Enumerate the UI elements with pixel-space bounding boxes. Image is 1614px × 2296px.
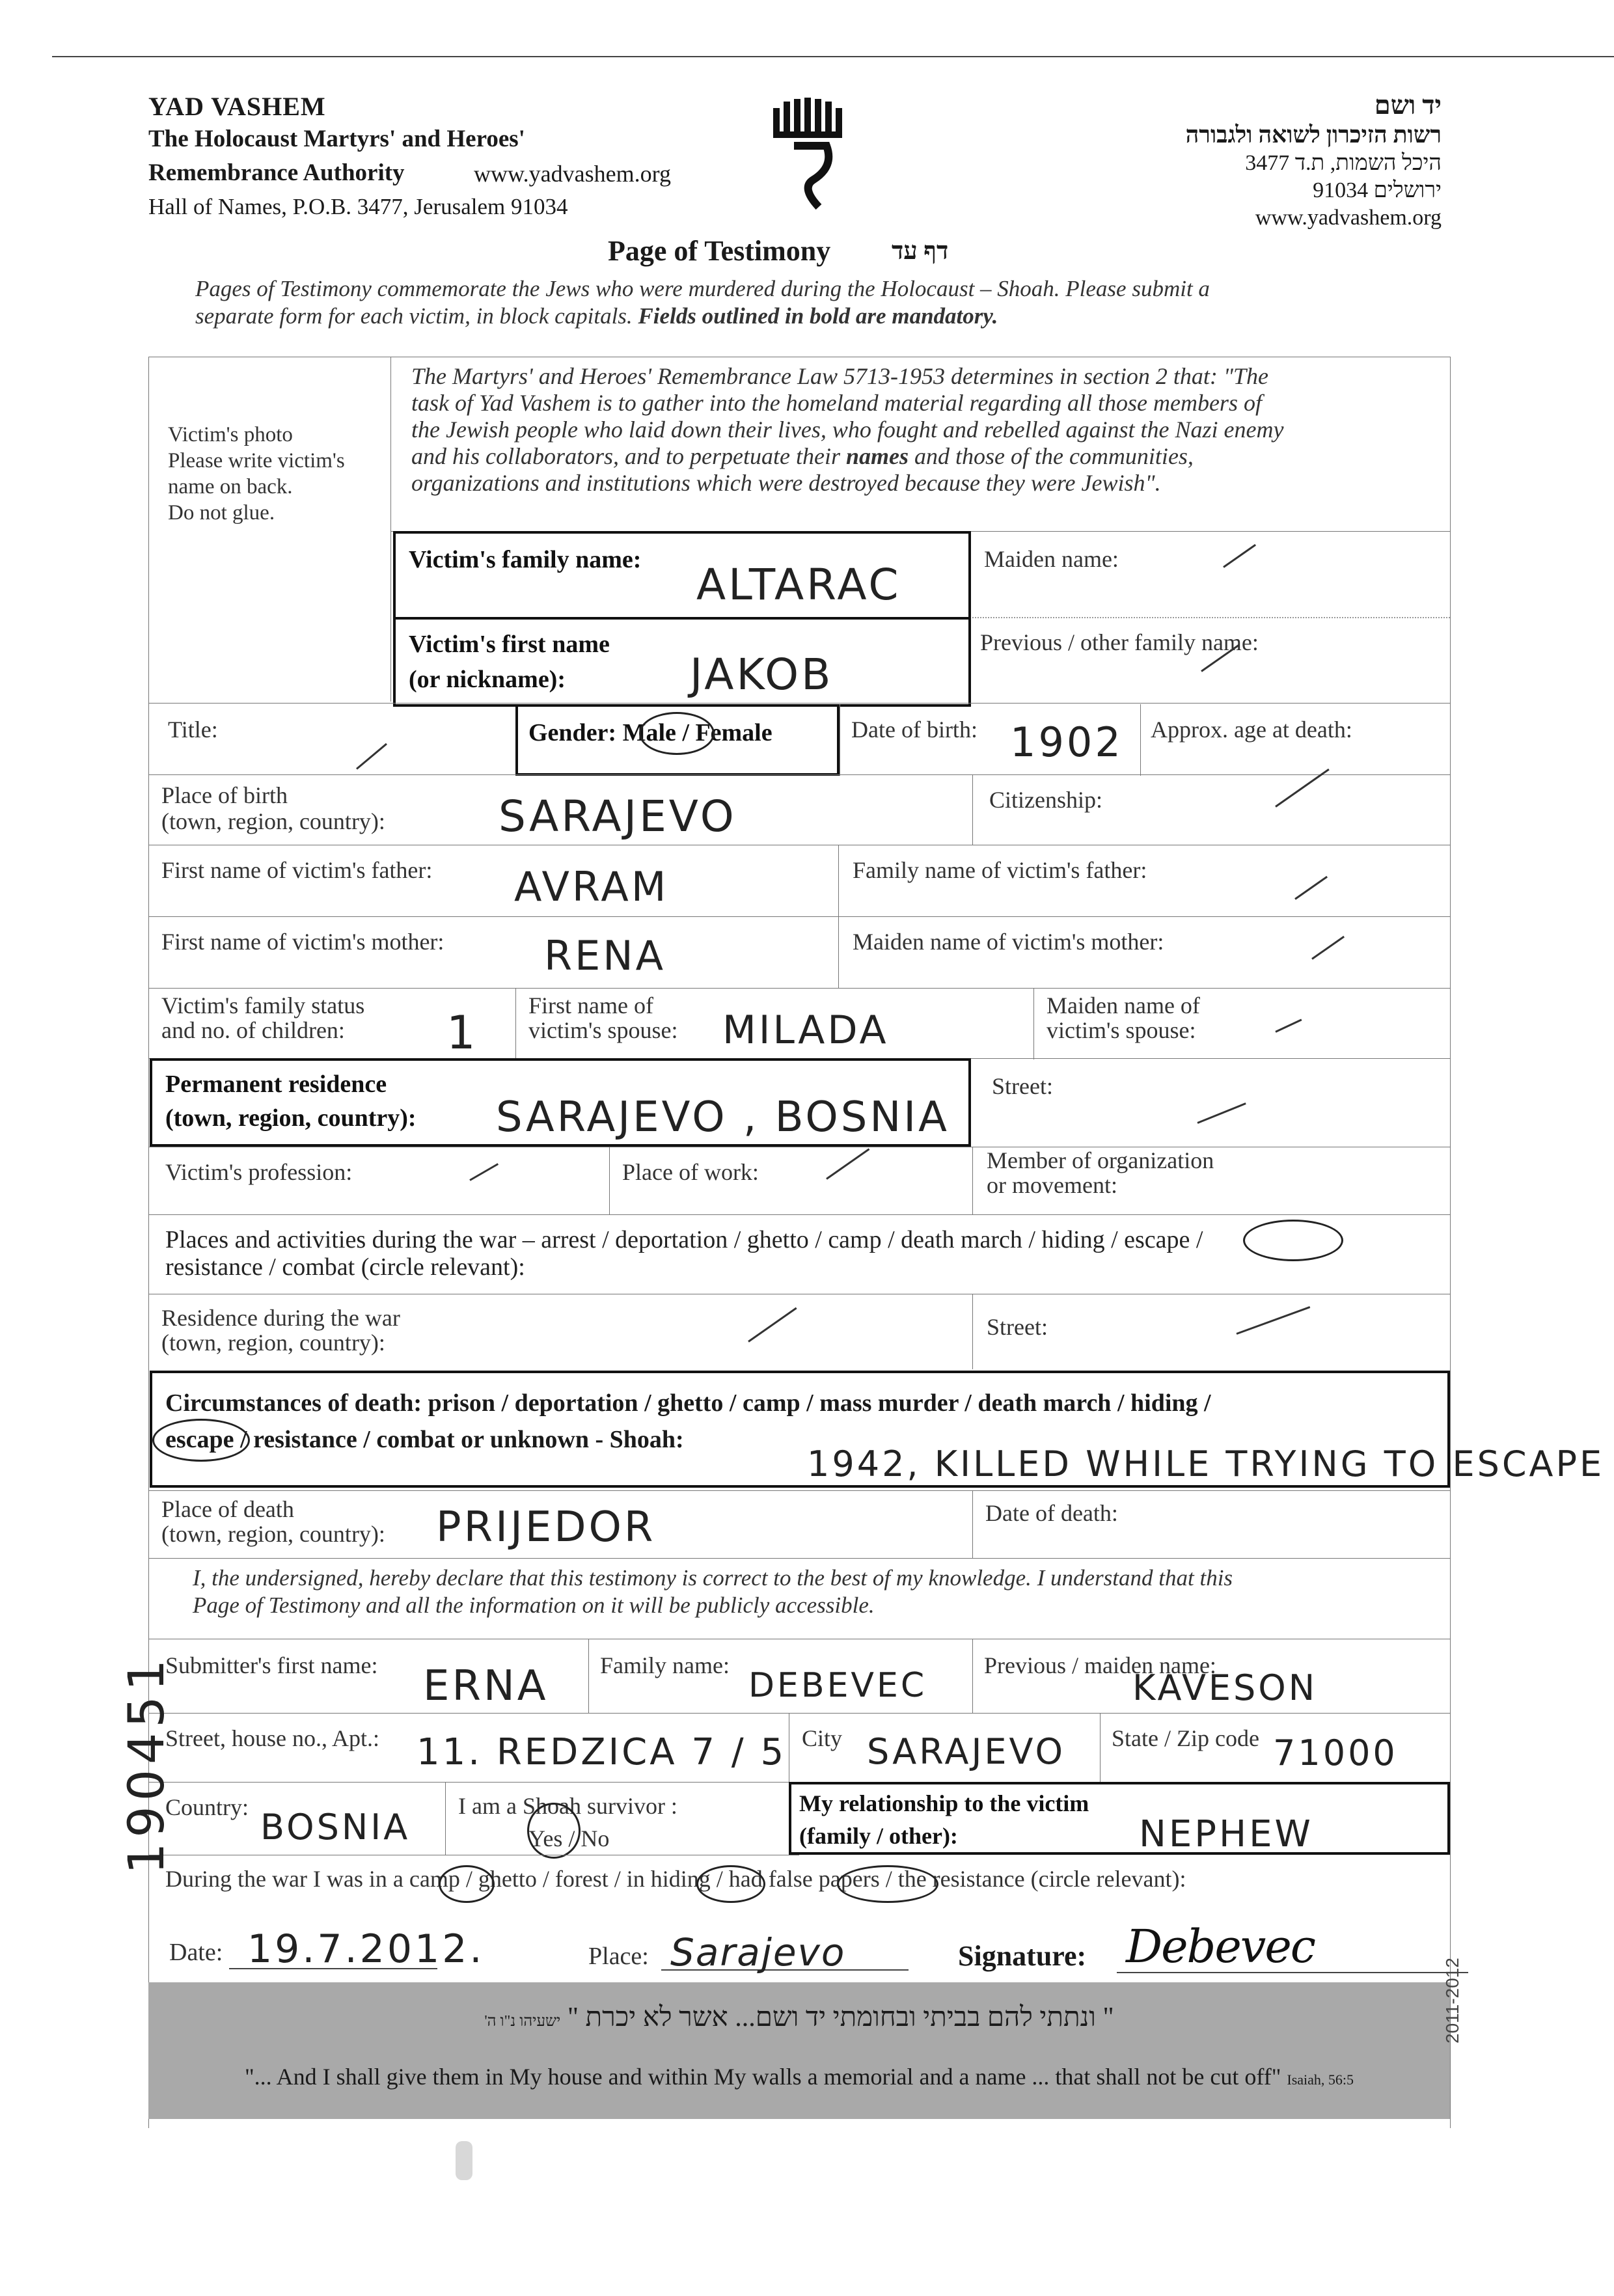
edition-label: 2011-2012 [1442,1958,1462,2043]
circumstances-field[interactable]: Circumstances of death: prison / deportation / ghetto / camp / mass murder / death march / hiding / escape / resistance / combat or unknown - Shoah: [165,1389,1211,1453]
org-name: YAD VASHEM [148,92,326,121]
city-value[interactable]: SARAJEVO [867,1731,1066,1772]
heb-line1: רשות הזיכרון לשואה ולגבורה [1185,122,1442,148]
city-label: City [802,1725,843,1751]
survivor-options[interactable]: Yes / No [528,1825,610,1852]
intro-line2: separate form for each victim, in block capitals. Fields outlined in bold are mandatory. [195,303,998,329]
spouse-first-value[interactable]: MILADA [722,1007,889,1053]
mother-maiden-label: Maiden name of victim's mother: [853,929,1164,955]
war-street-label: Street: [987,1314,1048,1340]
hiding-circled-mark [696,1865,765,1903]
form-title-hebrew: דף עד [892,238,949,265]
father-family-dash [1294,876,1328,900]
zip-value[interactable]: 71000 [1273,1732,1398,1773]
survivor-label: I am a Shoah survivor : [458,1793,677,1819]
camp-circled-mark [439,1865,495,1903]
citizenship-label: Citizenship: [989,787,1102,813]
submitter-first-label: Submitter's first name: [165,1652,378,1678]
father-family-label: Family name of victim's father: [853,857,1147,883]
law-text: The Martyrs' and Heroes' Remembrance Law 5713-1953 determines in section 2 that: "The task of Yad Vashem is to gather into the homeland material regarding all those members of the Jewish people who laid down their lives, who fought and rebelled against the Nazi enemy and his collaborators, and to perpetuate their names and those of the communities, organizations and institutions which were destroyed because they were Jewish". [411,363,1284,496]
yes-circled-mark [527,1803,581,1859]
workplace-dash [826,1148,869,1179]
war-residence-dash [748,1307,797,1343]
spouse-first-label: First name of victim's spouse: [528,992,678,1043]
father-first-label: First name of victim's father: [161,857,433,883]
mother-first-value[interactable]: RENA [544,932,666,979]
first-name-label-2: (or nickname): [409,666,566,693]
street-dash [1197,1102,1246,1124]
maiden-name-dash [1223,544,1256,568]
org-line1: The Holocaust Martyrs' and Heroes' [148,126,525,152]
relationship-label: My relationship to the victim (family / other): [799,1790,1089,1849]
submitter-street-label: Street, house no., Apt.: [165,1725,379,1751]
mother-first-label: First name of victim's mother: [161,929,445,955]
photo-box-right [390,357,391,702]
place-value[interactable]: Sarajevo [670,1930,846,1975]
maiden-name-label: Maiden name: [984,546,1119,572]
declaration: I, the undersigned, hereby declare that this testimony is correct to the best of my knowledge. I understand that this Page of Testimony and all the information on it will be publicly accessible. [193,1565,1233,1618]
previous-family-label: Previous / other family name: [980,629,1259,655]
heb-line3: ירושלים 91034 [1313,178,1442,202]
country-label: Country: [165,1794,249,1820]
submitter-street-value[interactable]: 11. REDZICA 7 / 5 [417,1731,787,1773]
place-of-death-label: Place of death (town, region, country): [161,1496,385,1547]
male-circled-mark [639,712,715,755]
circumstances-escape-circle [152,1419,250,1462]
date-of-death-label: Date of death: [985,1500,1118,1526]
photo-instructions: Victim's photo Please write victim's name on back. Do not glue. [168,423,345,525]
org-address: Hall of Names, P.O.B. 3477, Jerusalem 91034 [148,194,568,219]
family-status-label: Victim's family status and no. of children: [161,992,365,1043]
profession-label: Victim's profession: [165,1159,353,1185]
scan-top-border [52,56,1614,57]
signature-label: Signature: [958,1940,1087,1972]
escape-circled-mark [1243,1220,1343,1261]
street-label: Street: [992,1073,1053,1099]
country-value[interactable]: BOSNIA [260,1807,411,1848]
residence-value[interactable]: SARAJEVO , BOSNIA [496,1093,950,1141]
title-label: Title: [168,717,218,743]
family-status-value[interactable]: 1 [446,1006,478,1059]
previous-maiden-value[interactable]: KAVESON [1132,1667,1318,1708]
place-label: Place: [588,1943,649,1970]
zip-label: State / Zip code [1112,1725,1259,1751]
website[interactable]: www.yadvashem.org [474,161,671,187]
circumstances-escape-option[interactable]: escape [165,1426,234,1453]
side-annotation: 190451 [117,1654,175,1874]
signature-value[interactable]: Debevec [1126,1920,1315,1973]
intro-line1: Pages of Testimony commemorate the Jews who were murdered during the Holocaust – Shoah. Please submit a [195,276,1210,301]
organization-label: Member of organization or movement: [987,1147,1214,1198]
gender-male-option[interactable]: Male [622,719,676,746]
heb-line2: היכל השמות, ת.ד 3477 [1245,151,1442,175]
workplace-label: Place of work: [622,1159,759,1185]
false-papers-circled-mark [837,1865,938,1903]
family-name-value[interactable]: ALTARAC [696,560,901,610]
spouse-maiden-label: Maiden name of victim's spouse: [1046,992,1200,1043]
date-label: Date: [169,1939,223,1966]
dob-value[interactable]: 1902 [1010,718,1123,766]
first-name-value[interactable]: JAKOB [690,649,834,700]
war-places-field[interactable]: Places and activities during the war – arrest / deportation / ghetto / camp / death march / hiding / escape / resistance / combat (circle relevant): [165,1226,1203,1281]
previous-maiden-label: Previous / maiden name: [984,1652,1216,1678]
heb-org-name: יד ושם [1374,90,1442,120]
org-line2: Remembrance Authority [148,159,405,186]
place-of-death-value[interactable]: PRIJEDOR [436,1503,656,1551]
residence-label: Permanent residence (town, region, country): [165,1071,417,1132]
during-war-text[interactable]: During the war I was in a camp / ghetto / forest / in hiding / had false papers / the resistance (circle relevant): [165,1866,1186,1892]
submitter-first-value[interactable]: ERNA [423,1662,549,1710]
gender-field[interactable]: Gender: Male / Female [528,719,773,746]
pob-label: Place of birth (town, region, country): [161,782,385,834]
form-title: Page of Testimony [608,235,831,267]
spouse-maiden-dash [1275,1019,1302,1033]
family-name-label: Victim's family name: [409,546,642,573]
english-quote: "... And I shall give them in My house and within My walls a memorial and a name ... that shall not be cut off" Isaiah, 56:5 [244,2064,1354,2090]
dob-label: Date of birth: [851,717,978,743]
profession-dash [469,1163,499,1181]
relationship-value[interactable]: NEPHEW [1139,1813,1313,1855]
title-dash [356,743,387,770]
heb-website[interactable]: www.yadvashem.org [1255,206,1442,230]
war-street-dash [1236,1306,1310,1335]
yad-vashem-logo [768,95,853,212]
submitter-family-value[interactable]: DEBEVEC [748,1666,927,1705]
pob-value[interactable]: SARAJEVO [499,791,737,841]
escape-option[interactable]: escape [1124,1226,1190,1253]
submitter-family-label: Family name: [600,1652,730,1678]
hebrew-quote: " ונתתי להם בביתי ובחומתי יד ושם... אשר לא יכרת " ישעיהו נ"ו ה' [484,2002,1114,2032]
gender-female-option[interactable]: Female [695,719,773,746]
circumstances-value[interactable]: 1942, KILLED WHILE TRYING TO ESCAPE [807,1443,1605,1484]
first-name-label-1: Victim's first name [409,631,610,658]
mother-maiden-dash [1311,936,1345,960]
war-residence-label: Residence during the war (town, region, country): [161,1305,400,1356]
approx-age-label: Approx. age at death: [1151,717,1352,743]
frame-right [1450,357,1451,2128]
father-first-value[interactable]: AVRAM [514,863,669,910]
scan-smudge [456,2141,472,2180]
date-value[interactable]: 19.7.2012. [247,1926,485,1972]
